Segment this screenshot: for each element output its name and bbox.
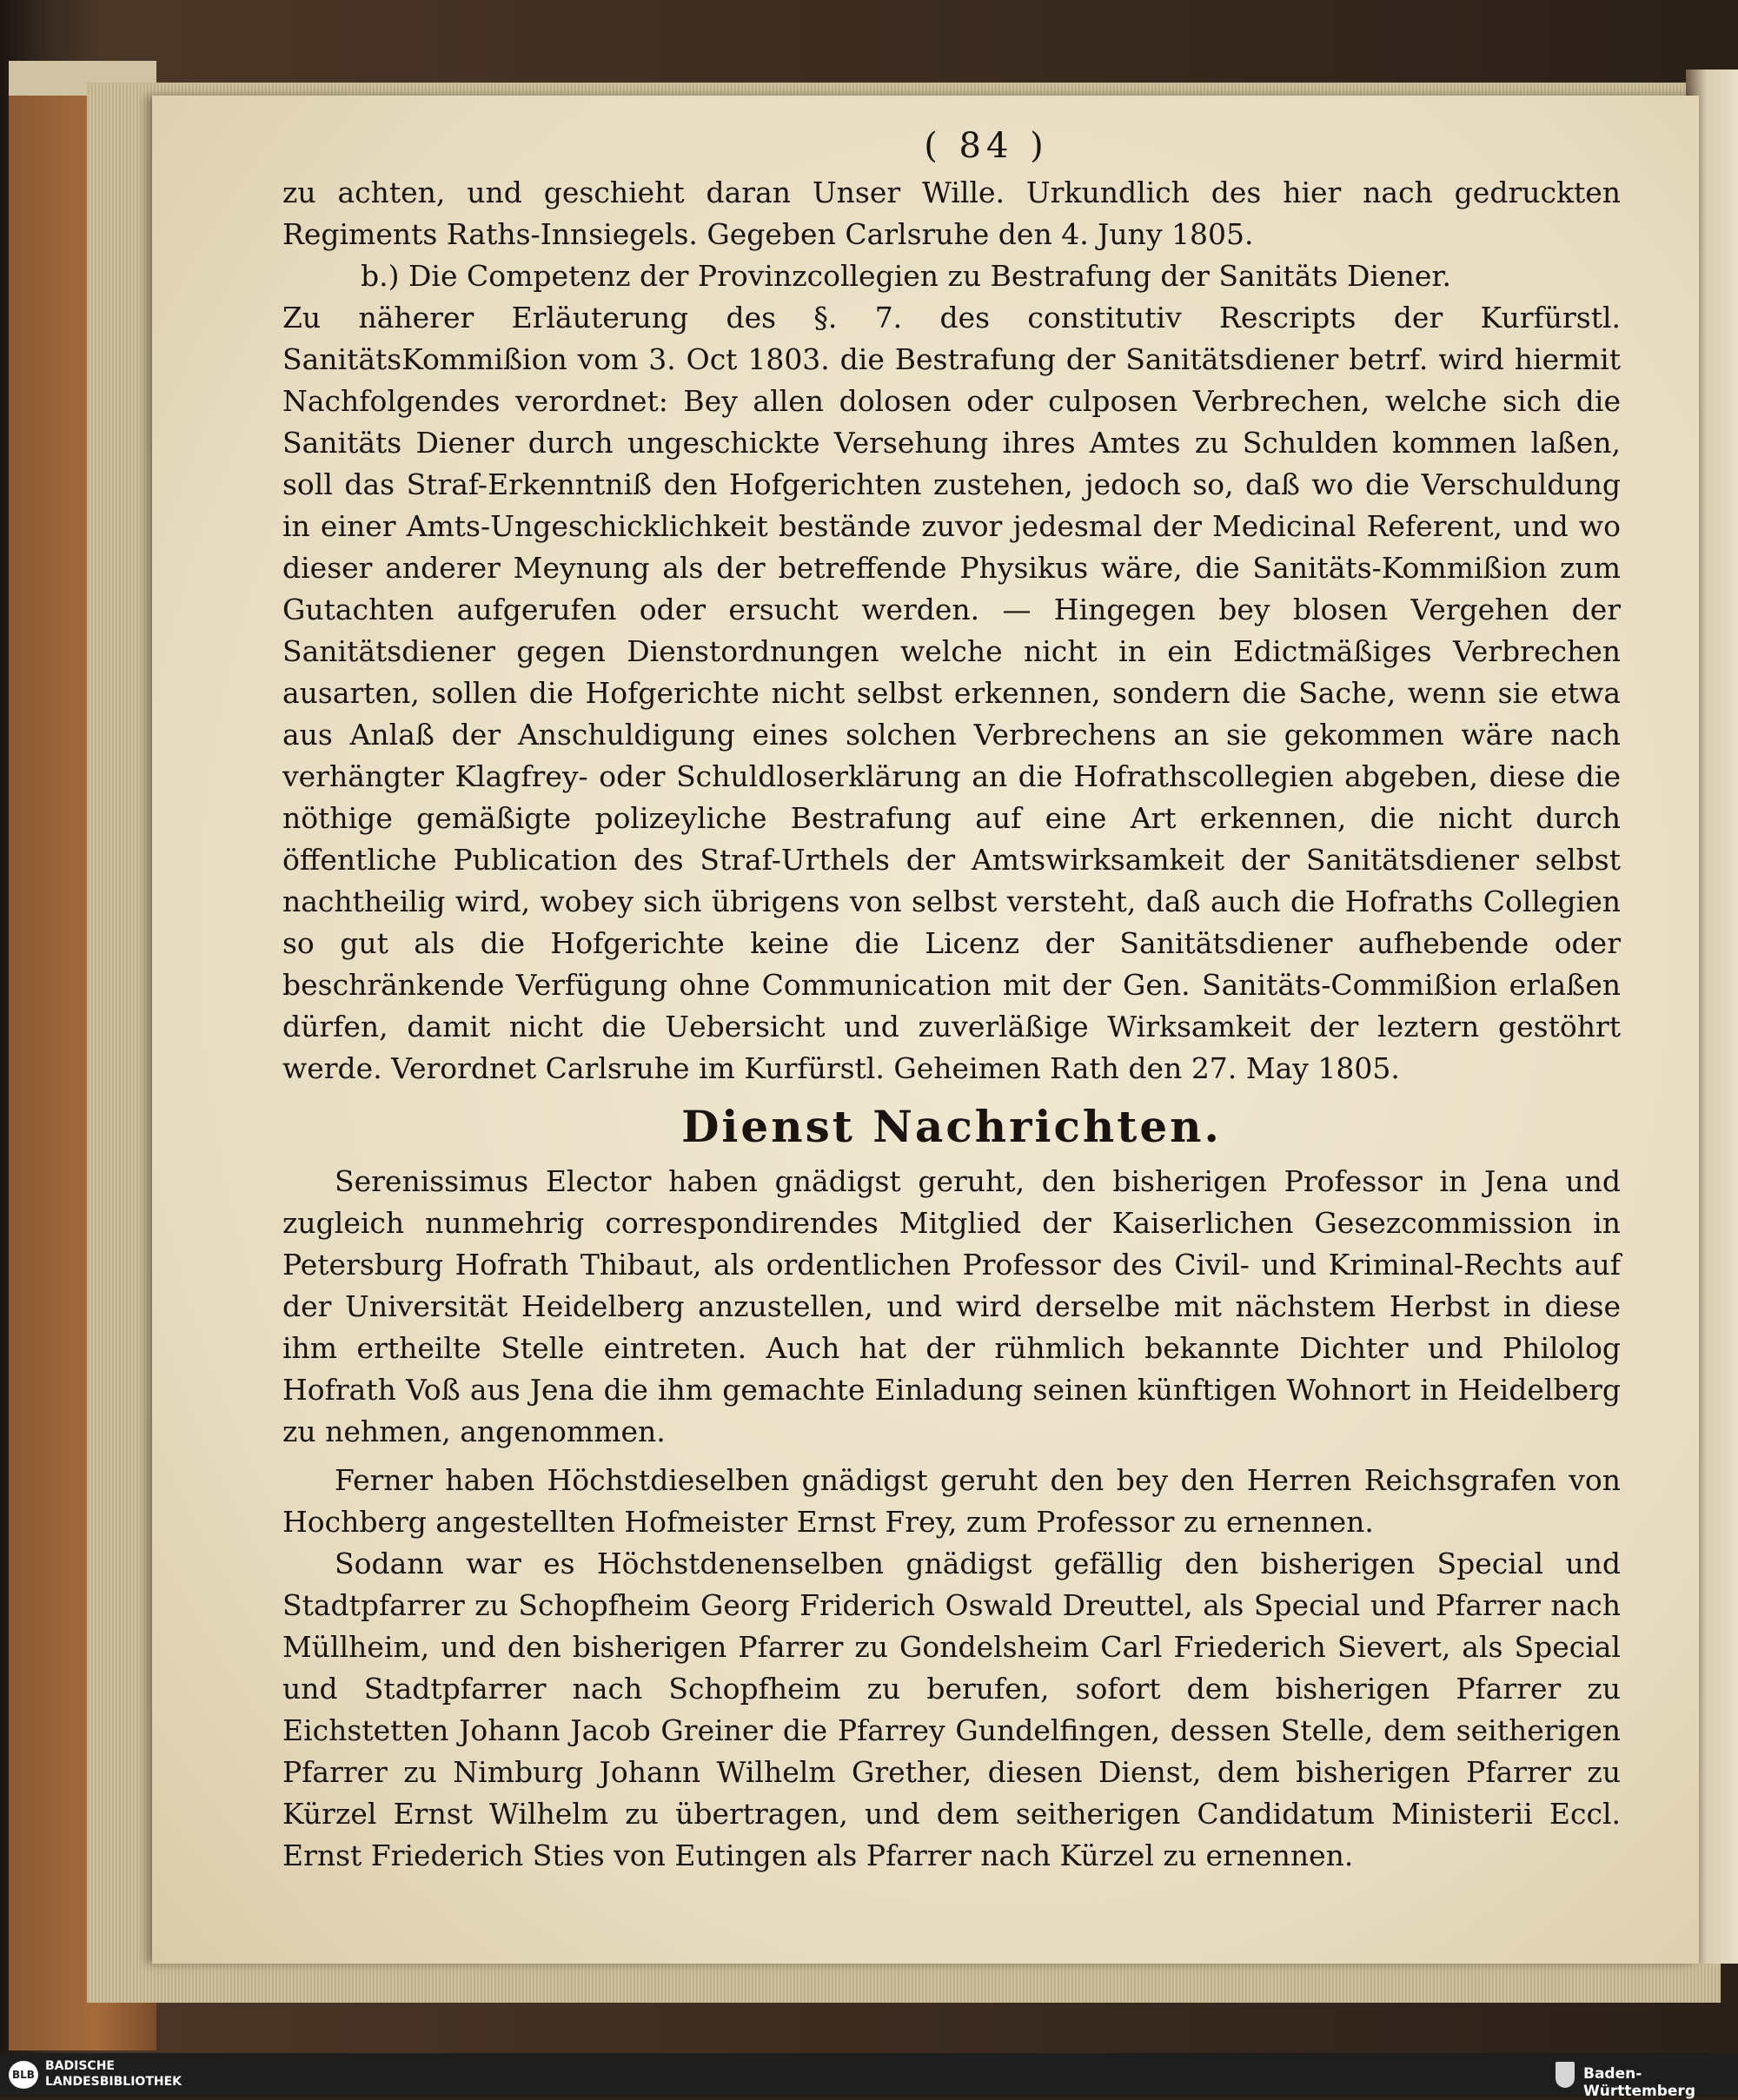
book-page	[152, 96, 1699, 1964]
paragraph-sanitary-ordinance: Zu näherer Erläuterung des §. 7. des constitutiv Rescripts der Kurfürstl. SanitätsKommißion vom 3. Oct 1803. die Bestrafung der Sanitätsdiener betrf. wird hiermit Nachfolgendes verordnet: Bey allen dolosen oder culposen Verbrechen, welche sich die Sanitäts Diener durch ungeschickte Versehung ihres Amtes zu Schulden kommen laßen, soll das Straf-Erkenntniß den Hofgerichten zustehen, jedoch so, daß wo die Verschuldung in einer Amts-Ungeschicklichkeit bestände zuvor jedesmal der Medicinal Referent, und wo dieser anderer Meynung als der betreffende Physikus wäre, die Sanitäts-Kommißion zum Gutachten aufgerufen oder ersucht werden. — Hingegen bey blosen Vergehen der Sanitätsdiener gegen Dienstordnungen welche nicht in ein Edictmäßiges Verbrechen ausarten, sollen die Hofgerichte nicht selbst erkennen, sondern die Sache, wenn sie etwa aus Anlaß der Anschuldigung eines solchen Verbrechens an sie gekommen wäre nach verhängter Klagfrey- oder Schuldloserklärung an die Hofrathscollegien abgeben, diese die nöthige gemäßigte polizeyliche Bestrafung auf eine Art erkennen, die nicht durch öffentliche Publication des Straf-Urthels der Amtswirksamkeit der Sanitätsdiener selbst nachtheilig wird, wobey sich übrigens von selbst versteht, daß auch die Hofraths Collegien so gut als die Hofgerichte keine die Licenz der Sanitätsdiener aufhebende oder beschränkende Verfügung ohne Communication mit der Gen. Sanitäts-Commißion erlaßen dürfen, damit nicht die Uebersicht und zuverläßige Wirksamkeit der leztern gestöhrt werde. Verordnet Carlsruhe im Kurfürstl. Geheimen Rath den 27. May 1805.	[282, 301, 1621, 1085]
state-crest-icon	[1556, 2062, 1575, 2088]
paragraph-appointment-thibaut: Serenissimus Elector haben gnädigst geruht, den bisherigen Professor in Jena und zugleich nunmehrig correspondirendes Mitglied der Kaiserlichen Gesezcommission in Petersburg Hofrath Thibaut, als ordentlichen Professor des Civil- und Kriminal-Rechts auf der Universität Heidelberg anzustellen, und wird derselbe mit nächstem Herbst in diese ihm ertheilte Stelle eintreten. Auch hat der rühmlich bekannte Dichter und Philolog Hofrath Voß aus Jena die ihm gemachte Einladung seinen künftigen Wohnort in Heidelberg zu nehmen, angenommen.	[282, 1164, 1621, 1448]
library-name-line1: BADISCHE	[45, 2059, 115, 2073]
library-name-line2: LANDESBIBLIOTHEK	[45, 2075, 182, 2089]
library-name	[45, 2058, 182, 2090]
blb-logo-icon: BLB	[9, 2061, 38, 2089]
paragraph-appointment-frey: Ferner haben Höchstdieselben gnädigst geruht den bey den Herren Reichsgrafen von Hochberg angestellten Hofmeister Ernst Frey, zum Professor zu ernennen.	[282, 1463, 1621, 1539]
page-text	[282, 125, 1621, 1877]
footer-bar	[0, 2053, 1738, 2100]
page-number: ( 84 )	[924, 126, 1049, 166]
paragraph-appointment-pastors: Sodann war es Höchstdenenselben gnädigst gefällig den bisherigen Special und Stadtpfarrer zu Schopfheim Georg Friderich Oswald Dreuttel, als Special und Pfarrer nach Müllheim, und den bisherigen Pfarrer zu Gondelsheim Carl Friederich Sievert, als Special und Stadtpfarrer nach Schopfheim zu berufen, sofort dem bisherigen Pfarrer zu Eichstetten Johann Jacob Greiner die Pfarrey Gundelfingen, dessen Stelle, dem seitherigen Pfarrer zu Nimburg Johann Wilhelm Grether, diesen Dienst, dem bisherigen Pfarrer zu Kürzel Ernst Wilhelm zu übertragen, und dem seitherigen Candidatum Ministerii Eccl. Ernst Friederich Sties von Eutingen als Pfarrer nach Kürzel zu ernennen.	[282, 1547, 1621, 1872]
section-subheading: b.) Die Competenz der Provinzcollegien zu Bestrafung der Sanitäts Diener.	[361, 259, 1452, 293]
state-name: Baden-Württemberg	[1583, 2065, 1695, 2100]
paragraph-closing-decree: zu achten, und geschieht daran Unser Wille. Urkundlich des hier nach gedruckten Regiments Raths-Innsiegels. Gegeben Carlsruhe den 4. Juny 1805.	[282, 176, 1621, 251]
section-heading-dienst-nachrichten: Dienst Nachrichten.	[681, 1101, 1222, 1152]
